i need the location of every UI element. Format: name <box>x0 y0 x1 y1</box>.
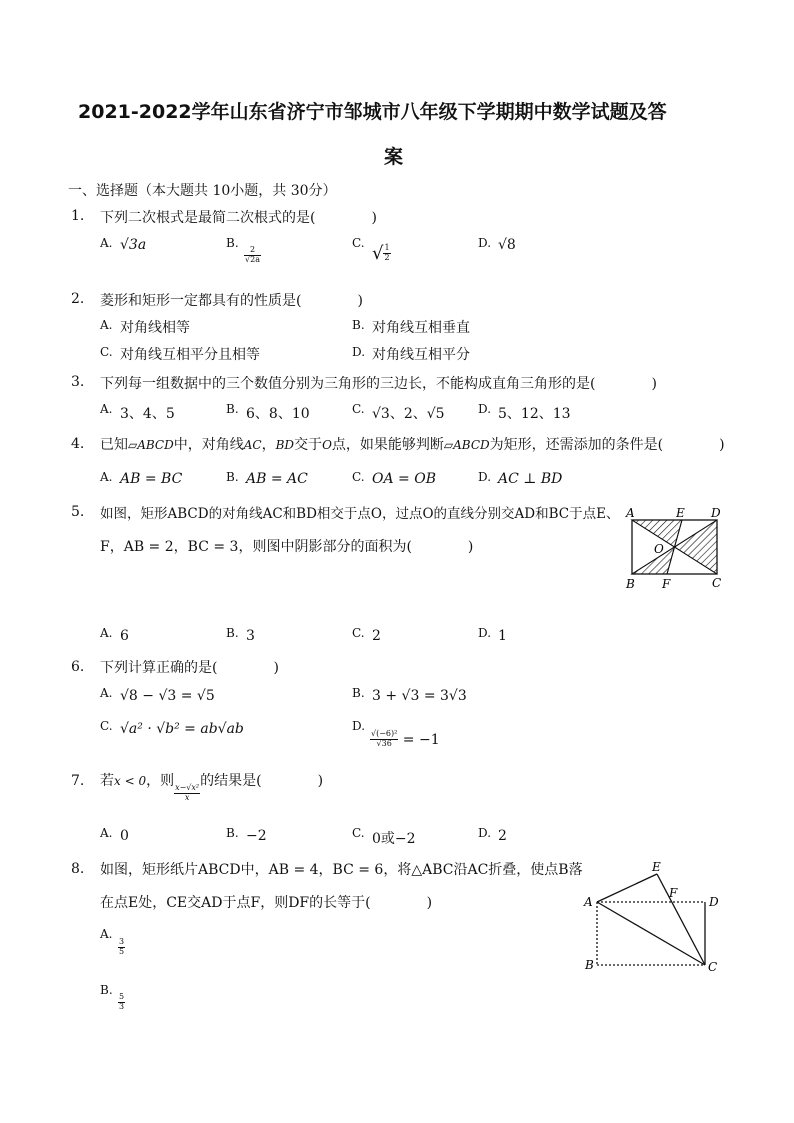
vertex-label: C <box>712 576 722 590</box>
option-label: B. <box>226 826 239 840</box>
fraction-denominator: 2 <box>384 253 390 262</box>
option-text: 5、12、13 <box>498 406 571 422</box>
stem-math: AC <box>243 438 262 452</box>
vertex-label: F <box>662 577 671 591</box>
option-fraction <box>118 938 125 957</box>
question-stem: 下列二次根式是最简二次根式的是( ) <box>100 210 377 226</box>
option-text: 1 <box>498 628 507 644</box>
option-label: D. <box>478 402 492 416</box>
option-label: A. <box>100 470 113 484</box>
question-stem-line1: 如图，矩形ABCD的对角线AC和BD相交于点O，过点O的直线分别交AD和BC于点E、 <box>100 506 620 522</box>
stem-math: ▱ABCD <box>128 438 174 452</box>
option-text: √8 − √3 = √5 <box>120 688 215 704</box>
section-header: 一、选择题（本大题共 10小题，共 30分） <box>68 183 337 199</box>
vertex-label: D <box>711 506 721 520</box>
option-text: √3、2、√5 <box>372 406 445 422</box>
option-label: C. <box>352 402 365 416</box>
option-label: C. <box>352 826 365 840</box>
option-text: √8 <box>498 237 516 253</box>
option-label: B. <box>100 983 113 997</box>
stem-part: 已知 <box>100 437 128 453</box>
option-fraction-expression <box>370 729 440 749</box>
option-text: AB = AC <box>246 471 308 487</box>
option-label: C. <box>100 719 113 733</box>
question-stem <box>100 434 725 454</box>
vertex-label: O <box>654 542 664 556</box>
question-stem-line1: 如图，矩形纸片ABCD中，AB = 4，BC = 6，将△ABC沿AC折叠，使点B落 <box>100 862 583 878</box>
option-text: AB = BC <box>120 471 183 487</box>
side-ae <box>597 874 657 902</box>
fraction-numerator: 5 <box>119 992 125 1001</box>
question-stem-line2: 在点E处，CE交AD于点F，则DF的长等于( ) <box>100 895 433 911</box>
option-label: A. <box>100 402 113 416</box>
option-label: C. <box>352 626 365 640</box>
question-number: 4. <box>71 436 85 452</box>
option-label: B. <box>226 402 239 416</box>
stem-part: 中，对角线 <box>173 437 244 453</box>
option-text: 对角线互相平分 <box>372 347 470 363</box>
option-label: A. <box>100 318 113 332</box>
option-text: 6、8、10 <box>246 406 310 422</box>
expression-rest: = −1 <box>398 732 440 748</box>
stem-part: ， <box>261 437 276 453</box>
option-label: C. <box>100 345 113 359</box>
vertex-label: E <box>652 860 661 874</box>
vertex-label: E <box>676 506 685 520</box>
stem-part: 点，如果能够判断 <box>331 437 444 453</box>
folded-rectangle-figure-q8 <box>580 855 730 980</box>
option-label: B. <box>226 236 239 250</box>
question-number: 2. <box>71 291 85 307</box>
stem-part: 若 <box>100 773 114 789</box>
option-label: A. <box>100 927 113 941</box>
fraction-numerator: 3 <box>119 937 125 946</box>
vertex-label: B <box>585 958 594 972</box>
stem-math: ▱ABCD <box>443 438 490 452</box>
fraction-denominator: 3 <box>119 1001 125 1011</box>
option-text: 对角线相等 <box>120 320 190 336</box>
question-stem: 菱形和矩形一定都具有的性质是( ) <box>100 293 363 309</box>
rectangle-figure-q5 <box>620 503 730 595</box>
question-number: 1. <box>71 208 85 224</box>
stem-math: BD <box>275 438 295 452</box>
option-label: D. <box>478 826 492 840</box>
vertex-label: D <box>709 895 719 909</box>
option-text: 6 <box>120 628 129 644</box>
stem-part: 交于 <box>294 437 323 453</box>
question-number: 5. <box>71 504 85 520</box>
option-text: OA = OB <box>372 471 436 487</box>
option-text: 2 <box>498 828 507 844</box>
question-stem <box>100 770 324 802</box>
option-text: 2 <box>372 628 381 644</box>
page-title-line2: 案 <box>384 146 404 168</box>
option-label: B. <box>352 318 365 332</box>
stem-math: O <box>322 438 332 452</box>
fraction-numerator: x−√x² <box>175 782 200 792</box>
radical-sign: √ <box>372 243 384 264</box>
fraction-numerator: 1 <box>384 243 390 253</box>
option-text: −2 <box>246 828 267 844</box>
vertex-label: F <box>669 886 678 900</box>
stem-part: 为矩形，还需添加的条件是( ) <box>489 437 725 453</box>
option-label: A. <box>100 826 113 840</box>
vertex-label: B <box>626 577 635 591</box>
question-stem: 下列每一组数据中的三个数值分别为三角形的三边长，不能构成直角三角形的是( ) <box>100 376 657 392</box>
option-text: 0 <box>120 828 129 844</box>
fraction-denominator: 5 <box>119 946 125 956</box>
vertex-label: A <box>626 506 635 520</box>
question-number: 6. <box>71 659 85 675</box>
stem-math: x < 0 <box>114 774 147 788</box>
option-label: A. <box>100 686 113 700</box>
option-label: B. <box>226 470 239 484</box>
option-sqrt-fraction <box>372 243 391 264</box>
option-label: D. <box>352 345 366 359</box>
fraction-denominator: x <box>184 792 190 802</box>
option-text: 0或−2 <box>372 831 416 847</box>
question-stem-line2: F，AB = 2，BC = 3，则图中阴影部分的面积为( ) <box>100 539 474 555</box>
fraction-denominator: √36 <box>376 739 392 748</box>
option-text: 对角线互相平分且相等 <box>120 347 260 363</box>
option-label: D. <box>478 236 492 250</box>
option-text: 3 + √3 = 3√3 <box>372 688 467 704</box>
option-label: D. <box>478 470 492 484</box>
fraction-denominator: √2a <box>245 254 260 264</box>
option-label: D. <box>352 719 366 733</box>
option-fraction <box>118 993 125 1012</box>
option-label: D. <box>478 626 492 640</box>
option-label: C. <box>352 236 365 250</box>
question-number: 7. <box>71 773 85 789</box>
option-text: 3、4、5 <box>120 406 175 422</box>
page-title-line1: 2021-2022学年山东省济宁市邹城市八年级下学期期中数学试题及答 <box>78 101 667 123</box>
fraction-numerator: 2 <box>244 246 261 256</box>
option-text: 3 <box>246 628 255 644</box>
question-number: 3. <box>71 374 85 390</box>
option-text: √a² · √b² = ab√ab <box>120 721 244 737</box>
shaded-region-right <box>675 520 718 574</box>
option-fraction <box>244 246 261 265</box>
option-label: B. <box>226 626 239 640</box>
stem-part: 的结果是( ) <box>200 773 324 789</box>
question-number: 8. <box>71 861 85 877</box>
option-label: A. <box>100 626 113 640</box>
option-text: 对角线互相垂直 <box>372 320 470 336</box>
vertex-label: A <box>584 895 593 909</box>
option-label: A. <box>100 236 113 250</box>
stem-part: ，则 <box>146 773 175 789</box>
vertex-label: C <box>708 960 718 974</box>
option-text: √3a <box>120 237 147 253</box>
option-label: B. <box>352 686 365 700</box>
fraction-numerator: √(−6)² <box>371 729 398 739</box>
question-stem: 下列计算正确的是( ) <box>100 660 279 676</box>
option-label: C. <box>352 470 365 484</box>
option-text: AC ⊥ BD <box>498 471 563 487</box>
